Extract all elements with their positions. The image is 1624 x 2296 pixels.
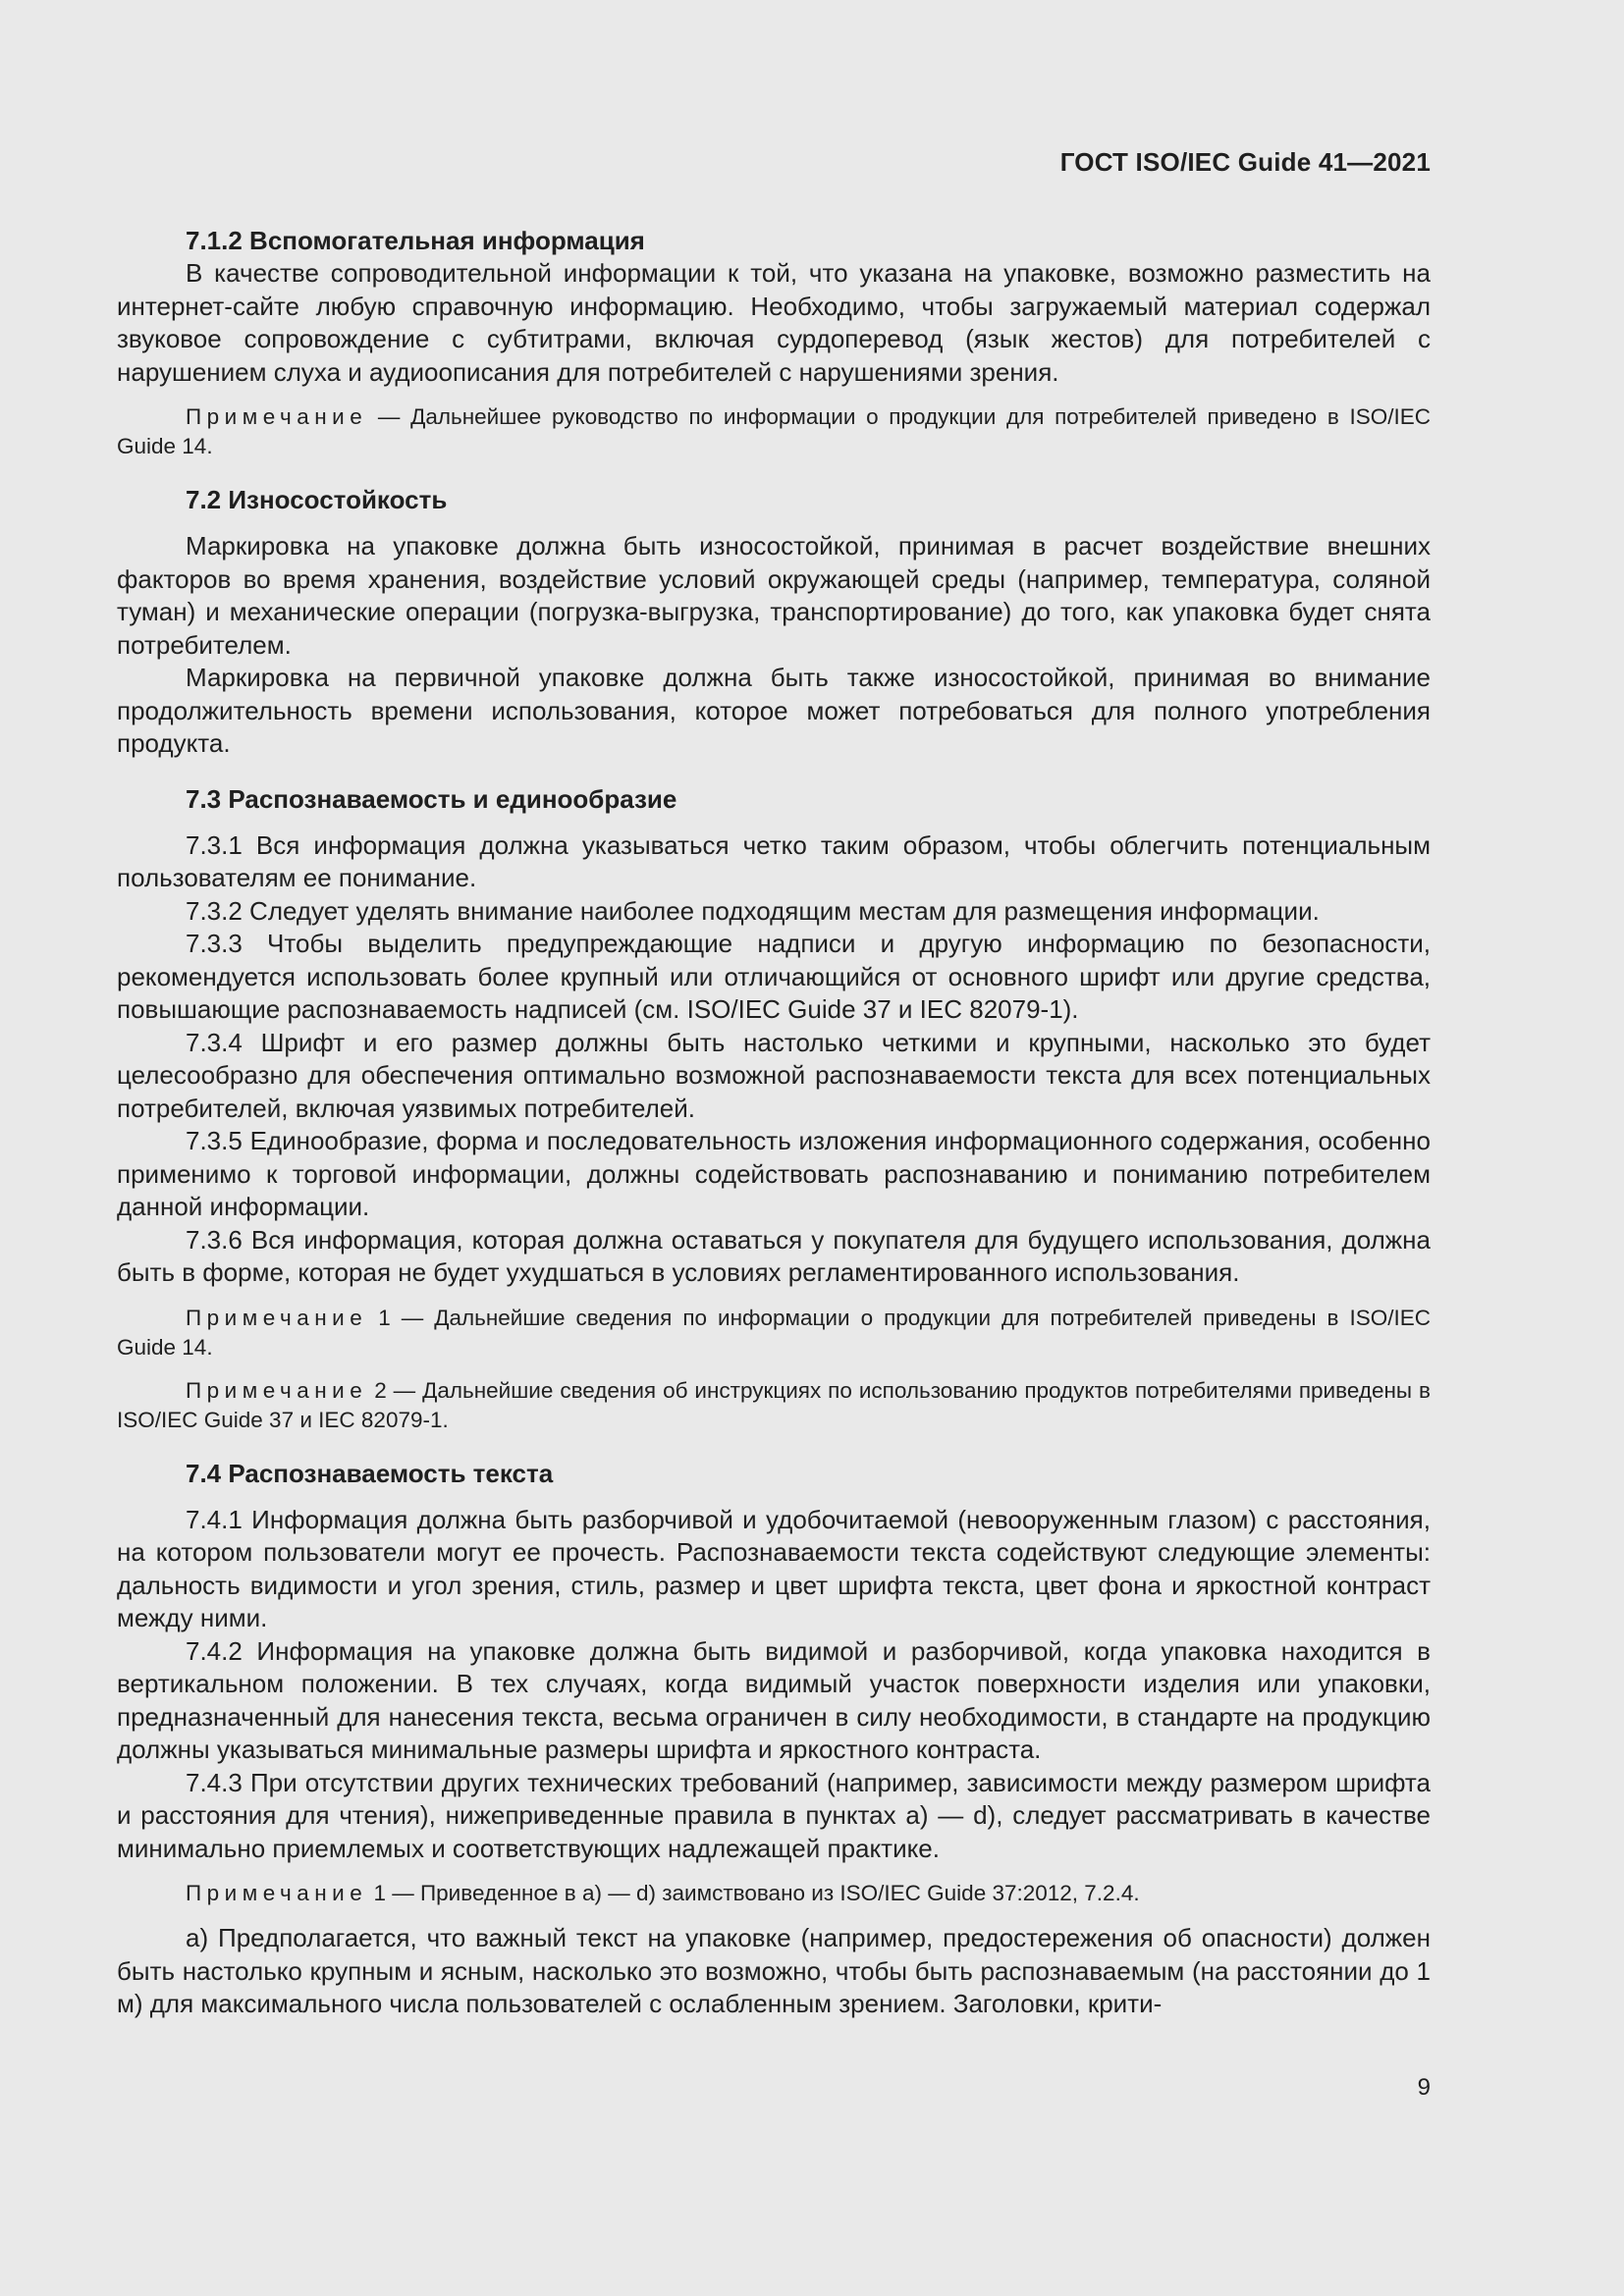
note-label: Примечание: [186, 1305, 368, 1330]
paragraph: 7.3.6 Вся информация, которая должна оставаться у покупателя для будущего использования, должна быть в форме, которая не будет ухудшаться в условиях регламентированного использования.: [117, 1224, 1431, 1287]
note-label: Примечание: [186, 1377, 368, 1403]
note-text: — Дальнейшее руководство по информации о продукции для потребителей приведено в ISO/IEC Guide 14.: [117, 404, 1431, 458]
document-body: [117, 224, 1431, 2021]
note: [117, 1304, 1431, 1362]
section-heading-7-2: 7.2 Износостойкость: [186, 485, 448, 514]
paragraph: 7.3.1 Вся информация должна указываться четко таким образом, чтобы облегчить потенциальным пользователям ее понимание.: [117, 829, 1431, 892]
paragraph: 7.3.3 Чтобы выделить предупреждающие надписи и другую информацию по безопасности, рекомендуется использовать более крупный или отличающийся от основного шрифт или другие средства, повышающие распознаваемость надписей (см. ISO/IEC Guide 37 и IEC 82079-1).: [117, 929, 1431, 1024]
note-text: 1 — Дальнейшие сведения по информации о продукции для потребителей приведены в ISO/IEC Guide 14.: [117, 1305, 1431, 1360]
paragraph: 7.4.2 Информация на упаковке должна быть видимой и разборчивой, когда упаковка находится в вертикальном положении. В тех случаях, когда видимый участок поверхности изделия или упаковки, предназначенный для нанесения текста, весьма ограничен в силу необходимости, в стандарте на продукцию должны указываться минимальные размеры шрифта и яркостного контраста.: [117, 1635, 1431, 1764]
paragraph: 7.3.5 Единообразие, форма и последовательность изложения информационного содержания, особенно применимо к торговой информации, должны содействовать распознаванию и пониманию потребителем данной информации.: [117, 1126, 1431, 1221]
section-heading-7-4: 7.4 Распознаваемость текста: [186, 1458, 554, 1488]
note-label: Примечание: [186, 404, 368, 429]
paragraph: 7.4.1 Информация должна быть разборчивой и удобочитаемой (невооруженным глазом) с расстояния, на котором пользователи могут ее прочесть. Распознаваемости текста содействуют следующие элементы: дальность видимости и угол зрения, стиль, размер и цвет шрифта текста, цвет фона и яркостной контраст между ними.: [117, 1504, 1431, 1632]
paragraph: 7.3.4 Шрифт и его размер должны быть настолько четкими и крупными, насколько это будет целесообразно для обеспечения оптимально возможной распознаваемости текста для всех потенциальных потребителей, включая уязвимых потребителей.: [117, 1027, 1431, 1123]
paragraph: а) Предполагается, что важный текст на упаковке (например, предостережения об опасности) должен быть настолько крупным и ясным, насколько это возможно, чтобы быть распознаваемым (на расстоянии до 1 м) для максимального числа пользователей с ослабленным зрением. Заголовки, крити-: [117, 1923, 1431, 2018]
note: [117, 1376, 1431, 1435]
paragraph: Маркировка на упаковке должна быть износостойкой, принимая в расчет воздействие внешних факторов во время хранения, воздействие условий окружающей среды (например, температура, соляной туман) и механические операции (погрузка-выгрузка, транспортирование) до того, как упаковка будет снята потребителем.: [117, 531, 1431, 660]
page-number: 9: [1417, 2074, 1431, 2101]
paragraph: Маркировка на первичной упаковке должна быть также износостойкой, принимая во внимание продолжительность времени использования, которое может потребоваться для полного употребления продукта.: [117, 663, 1431, 758]
paragraph: 7.3.2 Следует уделять внимание наиболее подходящим местам для размещения информации.: [186, 895, 1320, 926]
note-text: 2 — Дальнейшие сведения об инструкциях по использованию продуктов потребителями приведены в ISO/IEC Guide 37 и IEC 82079-1.: [117, 1377, 1431, 1432]
paragraph: В качестве сопроводительной информации к той, что указана на упаковке, возможно разместить на интернет-сайте любую справочную информацию. Необходимо, чтобы загружаемый материал содержал звуковое сопровождение с субтитрами, включая сурдоперевод (язык жестов) для потребителей с нарушением слуха и аудиоописания для потребителей с нарушениями зрения.: [117, 258, 1431, 387]
note-text: 1 — Приведенное в а) — d) заимствовано из ISO/IEC Guide 37:2012, 7.2.4.: [367, 1881, 1140, 1905]
note: [117, 1879, 1431, 1908]
section-heading-7-1-2: 7.1.2 Вспомогательная информация: [186, 226, 645, 255]
document-header: ГОСТ ISO/IEC Guide 41—2021: [1059, 147, 1431, 177]
note: [117, 402, 1431, 461]
paragraph: 7.4.3 При отсутствии других технических требований (например, зависимости между размером шрифта и расстояния для чтения), нижеприведенные правила в пунктах а) — d), следует рассматривать в качестве минимально приемлемых и соответствующих надлежащей практике.: [117, 1767, 1431, 1863]
note-label: Примечание: [186, 1881, 368, 1905]
section-heading-7-3: 7.3 Распознаваемость и единообразие: [186, 783, 677, 814]
